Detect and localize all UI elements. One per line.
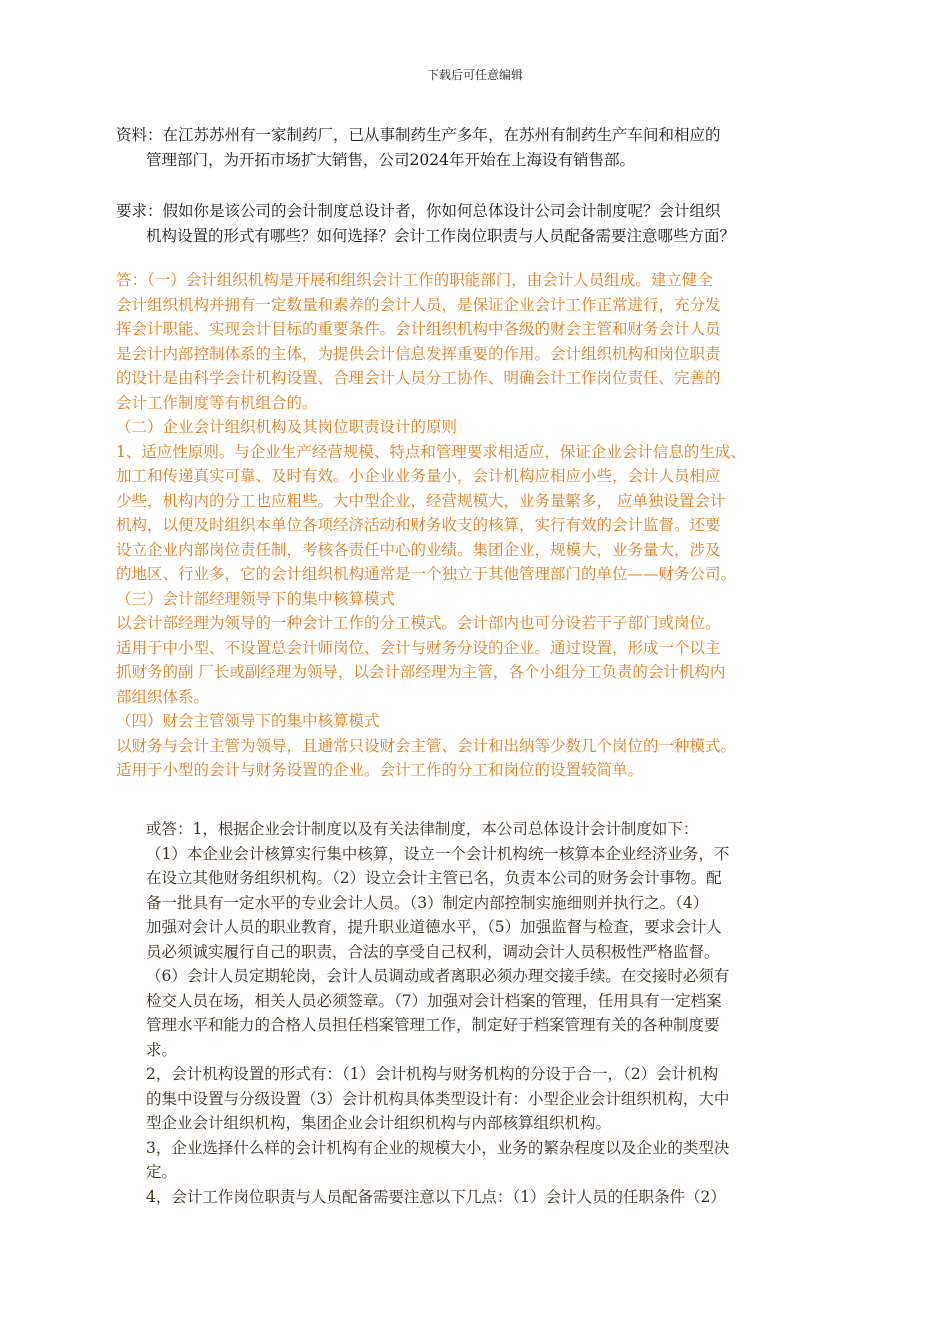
answer-line: 适用于中小型、不设置总会计师岗位、会计与财务分设的企业。通过设置，形成一个以主 xyxy=(116,638,721,657)
answer-line: 部组织体系。 xyxy=(116,687,210,706)
alt-answer-line: 定。 xyxy=(146,1163,178,1181)
alt-answer-line: 型企业会计组织机构，集团企业会计组织机构与内部核算组织机构。 xyxy=(146,1114,612,1132)
alt-answer-line: 4，会计工作岗位职责与人员配备需要注意以下几点：（1）会计人员的任职条件（2） xyxy=(146,1187,726,1206)
alt-answer-line: 3，企业选择什么样的会计机构有企业的规模大小，业务的繁杂程度以及企业的类型决 xyxy=(146,1138,730,1157)
requirement-label: 要求： xyxy=(116,202,163,220)
answer-line: 挥会计职能、实现会计目标的重要条件。会计组织机构中各级的财会主管和财务会计人员 xyxy=(116,320,721,338)
answer-block xyxy=(116,268,816,783)
alt-answer-line: 或答：1，根据企业会计制度以及有关法律制度，本公司总体设计会计制度如下： xyxy=(146,820,699,838)
answer-line: （三）会计部经理领导下的集中核算模式 xyxy=(116,589,396,608)
answer-line: 是会计内部控制体系的主体，为提供会计信息发挥重要的作用。会计组织机构和岗位职责 xyxy=(116,344,721,363)
alt-answer-line: 管理水平和能力的合格人员担任档案管理工作，制定好于档案管理有关的各种制度要 xyxy=(146,1016,720,1034)
answer-line: 的设计是由科学会计机构设置、合理会计人员分工协作、明确会计工作岗位责任、完善的 xyxy=(116,369,721,387)
answer-line: （四）财会主管领导下的集中核算模式 xyxy=(116,712,380,730)
alt-answer-line: 的集中设置与分级设置（3）会计机构具体类型设计有：小型企业会计组织机构，大中 xyxy=(146,1089,730,1108)
answer-line: 会计组织机构并拥有一定数量和素养的会计人员，是保证企业会计工作正常进行，充分发 xyxy=(116,295,721,314)
requirement-line-2: 机构设置的形式有哪些？如何选择？会计工作岗位职责与人员配备需要注意哪些方面？ xyxy=(146,226,736,245)
alt-answer-line: 求。 xyxy=(146,1040,178,1059)
answer-line: 抓财务的副 厂长或副经理为领导，以会计部经理为主管，各个小组分工负责的会计机构内 xyxy=(116,663,726,681)
answer-line: 以财务与会计主管为领导，且通常只设财会主管、会计和出纳等少数几个岗位的一种模式。 xyxy=(116,736,737,755)
alt-answer-line: 在设立其他财务组织机构。（2）设立会计主管已名，负责本公司的财务会计事物。配 xyxy=(146,869,722,887)
alt-answer-line: （6）会计人员定期轮岗，会计人员调动或者离职必须办理交接手续。在交接时必须有 xyxy=(146,967,730,985)
alt-answer-line: 员必须诚实履行自己的职责，合法的享受自己权利，调动会计人员积极性严格监督。 xyxy=(146,942,720,961)
alt-answer-line: 加强对会计人员的职业教育，提升职业道德水平，（5）加强监督与检查，要求会计人 xyxy=(146,918,722,936)
material-label: 资料： xyxy=(116,126,163,144)
answer-line: 答：（一）会计组织机构是开展和组织会计工作的职能部门，由会计人员组成。建立健全 xyxy=(116,271,713,289)
page-header: 下载后可任意编辑 xyxy=(426,68,523,82)
answer-line: 1、适应性原则。与企业生产经营规模、特点和管理要求相适应，保证企业会计信息的生成、 xyxy=(116,442,746,461)
answer-line: （二）企业会计组织机构及其岗位职责设计的原则 xyxy=(116,418,458,436)
requirement-paragraph xyxy=(116,199,846,248)
material-line-2: 管理部门，为开拓市场扩大销售，公司2024年开始在上海设有销售部。 xyxy=(146,150,635,169)
answer-line: 以会计部经理为领导的一种会计工作的分工模式。会计部内也可分设若干子部门或岗位。 xyxy=(116,614,721,632)
answer-line: 加工和传递真实可靠、及时有效。小企业业务量小，会计机构应相应小些，会计人员相应 xyxy=(116,467,721,485)
answer-line: 会计工作制度等有机组合的。 xyxy=(116,393,318,412)
answer-line: 的地区、行业多，它的会计组织机构通常是一个独立于其他管理部门的单位——财务公司。 xyxy=(116,565,737,583)
answer-line: 适用于小型的会计与财务设置的企业。会计工作的分工和岗位的设置较简单。 xyxy=(116,761,644,779)
alt-answer-line: 检交人员在场，相关人员必须签章。（7）加强对会计档案的管理，任用具有一定档案 xyxy=(146,991,722,1010)
alt-answer-line: 备一批具有一定水平的专业会计人员。（3）制定内部控制实施细则并执行之。（4） xyxy=(146,893,709,912)
alt-answer-line: （1）本企业会计核算实行集中核算，设立一个会计机构统一核算本企业经济业务，不 xyxy=(146,844,730,863)
requirement-line-1: 假如你是该公司的会计制度总设计者，你如何总体设计公司会计制度呢？会计组织 xyxy=(162,202,721,220)
alt-answer-line: 2，会计机构设置的形式有：（1）会计机构与财务机构的分设于合一，（2）会计机构 xyxy=(146,1065,719,1083)
material-paragraph xyxy=(116,123,846,172)
alt-answer-block xyxy=(146,817,816,1209)
answer-line: 设立企业内部岗位责任制，考核各责任中心的业绩。集团企业，规模大，业务量大，涉及 xyxy=(116,540,721,559)
answer-line: 机构，以便及时组织本单位各项经济活动和财务收支的核算，实行有效的会计监督。还要 xyxy=(116,516,721,534)
answer-line: 少些，机构内的分工也应粗些。大中型企业，经营规模大，业务量繁多， 应单独设置会计 xyxy=(116,491,726,510)
material-line-1: 在江苏苏州有一家制药厂，已从事制药生产多年，在苏州有制药生产车间和相应的 xyxy=(162,126,721,144)
